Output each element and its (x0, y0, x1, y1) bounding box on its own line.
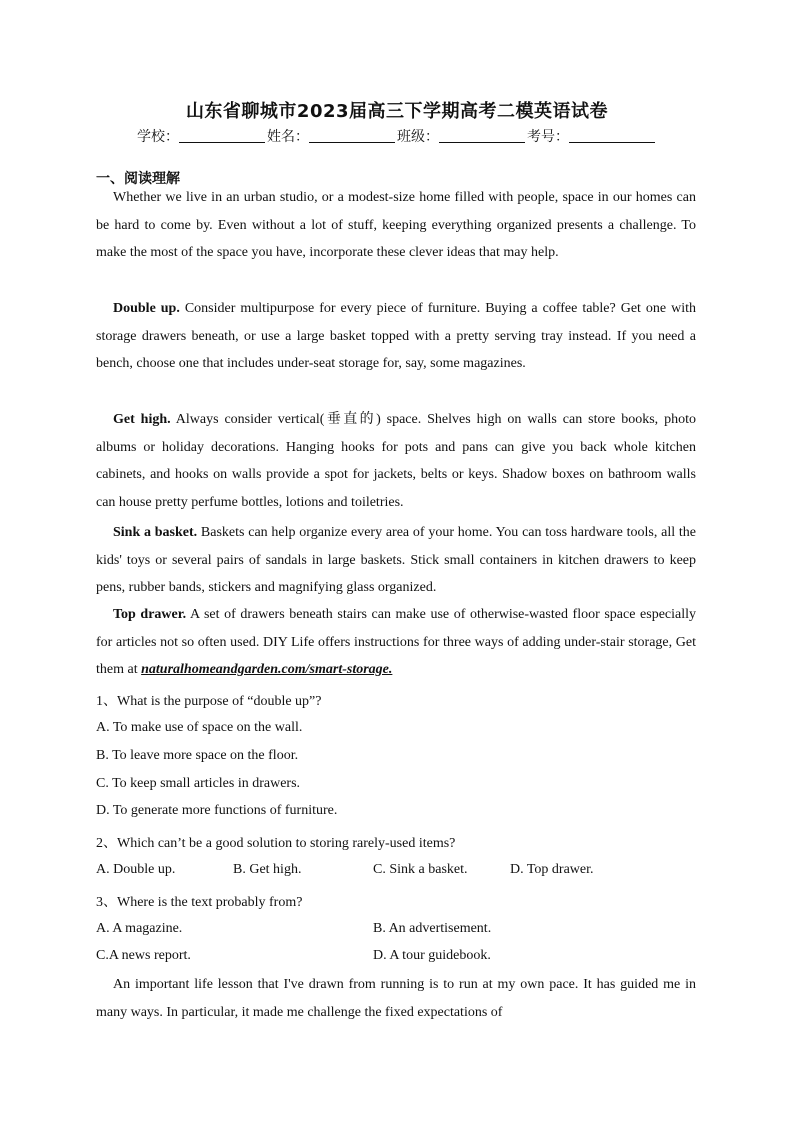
tip-body: Always consider vertical(垂直的) space. Shelves high on walls can store books, photo albums or holiday decorations. Hanging hooks for pots and pans can give you back whole kitchen cabinets, and hooks on walls provide a spot for jackets, belts or keys. Shadow boxes on bathroom walls can house pretty perfume bottles, lotions and toiletries. (96, 412, 696, 510)
name-label: 姓名： (267, 129, 309, 145)
question-3-option-c[interactable]: C.A news report. (96, 948, 191, 963)
tip-get-high (96, 406, 696, 516)
question-2-stem: 2、Which can’t be a good solution to storing rarely-used items? (96, 836, 456, 851)
exam-title: 山东省聊城市2023届高三下学期高考二模英语试卷 (185, 101, 609, 122)
school-blank[interactable] (179, 128, 265, 143)
tip-heading: Get high. (113, 412, 171, 427)
question-1-option-b[interactable]: B. To leave more space on the floor. (96, 748, 299, 763)
question-3-option-d[interactable]: D. A tour guidebook. (373, 948, 491, 963)
passage-intro-text: Whether we live in an urban studio, or a modest-size home filled with people, space in our homes can be hard to come by. Even without a lot of stuff, keeping everything organized presents a challenge. To make the most of the space you have, incorporate these clever ideas that may help. (96, 190, 696, 261)
class-blank[interactable] (439, 128, 525, 143)
question-1-option-d[interactable]: D. To generate more functions of furniture. (96, 803, 338, 818)
question-3-option-a[interactable]: A. A magazine. (96, 921, 183, 936)
tip-body: A set of drawers beneath stairs can make use of otherwise-wasted floor space especially for articles not so often used. DIY Life offers instructions for three ways of adding under-stair storage, Get them at (96, 607, 696, 678)
passage-intro (96, 184, 696, 267)
question-2-option-a[interactable]: A. Double up. (96, 862, 176, 877)
tip-body: Baskets can help organize every area of your home. You can toss hardware tools, all the kids' toys or several pairs of sandals in large baskets. Stick small containers in kitchen drawers to keep pens, rubber bands, stickers and magnifying glass organized. (96, 525, 696, 596)
question-1-stem: 1、What is the purpose of “double up”? (96, 694, 322, 709)
storage-link[interactable]: naturalhomeandgarden.com/smart-storage. (141, 662, 393, 678)
question-1-option-a[interactable]: A. To make use of space on the wall. (96, 720, 303, 735)
question-3-option-b[interactable]: B. An advertisement. (373, 921, 492, 936)
question-3-stem: 3、Where is the text probably from? (96, 895, 303, 910)
tip-heading: Sink a basket. (113, 525, 198, 540)
question-1-option-c[interactable]: C. To keep small articles in drawers. (96, 776, 301, 791)
tip-heading: Double up. (113, 301, 180, 316)
question-2-option-d[interactable]: D. Top drawer. (510, 862, 594, 877)
tip-heading: Top drawer. (113, 607, 187, 622)
section-heading: 一、阅读理解 (96, 171, 180, 187)
class-label: 班级： (397, 129, 439, 145)
name-blank[interactable] (309, 128, 395, 143)
tip-sink-basket (96, 519, 696, 602)
question-2-option-c[interactable]: C. Sink a basket. (373, 862, 468, 877)
tip-body: Consider multipurpose for every piece of furniture. Buying a coffee table? Get one with storage drawers beneath, or use a large basket topped with a pretty serving tray instead. If you need a bench, choose one that includes under-seat storage for, say, some magazines. (96, 301, 696, 372)
exam-number-blank[interactable] (569, 128, 655, 143)
school-label: 学校： (137, 129, 179, 145)
tip-double-up (96, 295, 696, 378)
passage-2-text: An important life lesson that I've drawn from running is to run at my own pace. It has guided me in many ways. In particular, it made me challenge the fixed expectations of (96, 977, 696, 1020)
passage-2-intro (96, 971, 696, 1026)
exam-number-label: 考号： (527, 129, 569, 145)
question-2-option-b[interactable]: B. Get high. (233, 862, 302, 877)
student-info-line (0, 126, 794, 146)
tip-top-drawer (96, 601, 696, 684)
